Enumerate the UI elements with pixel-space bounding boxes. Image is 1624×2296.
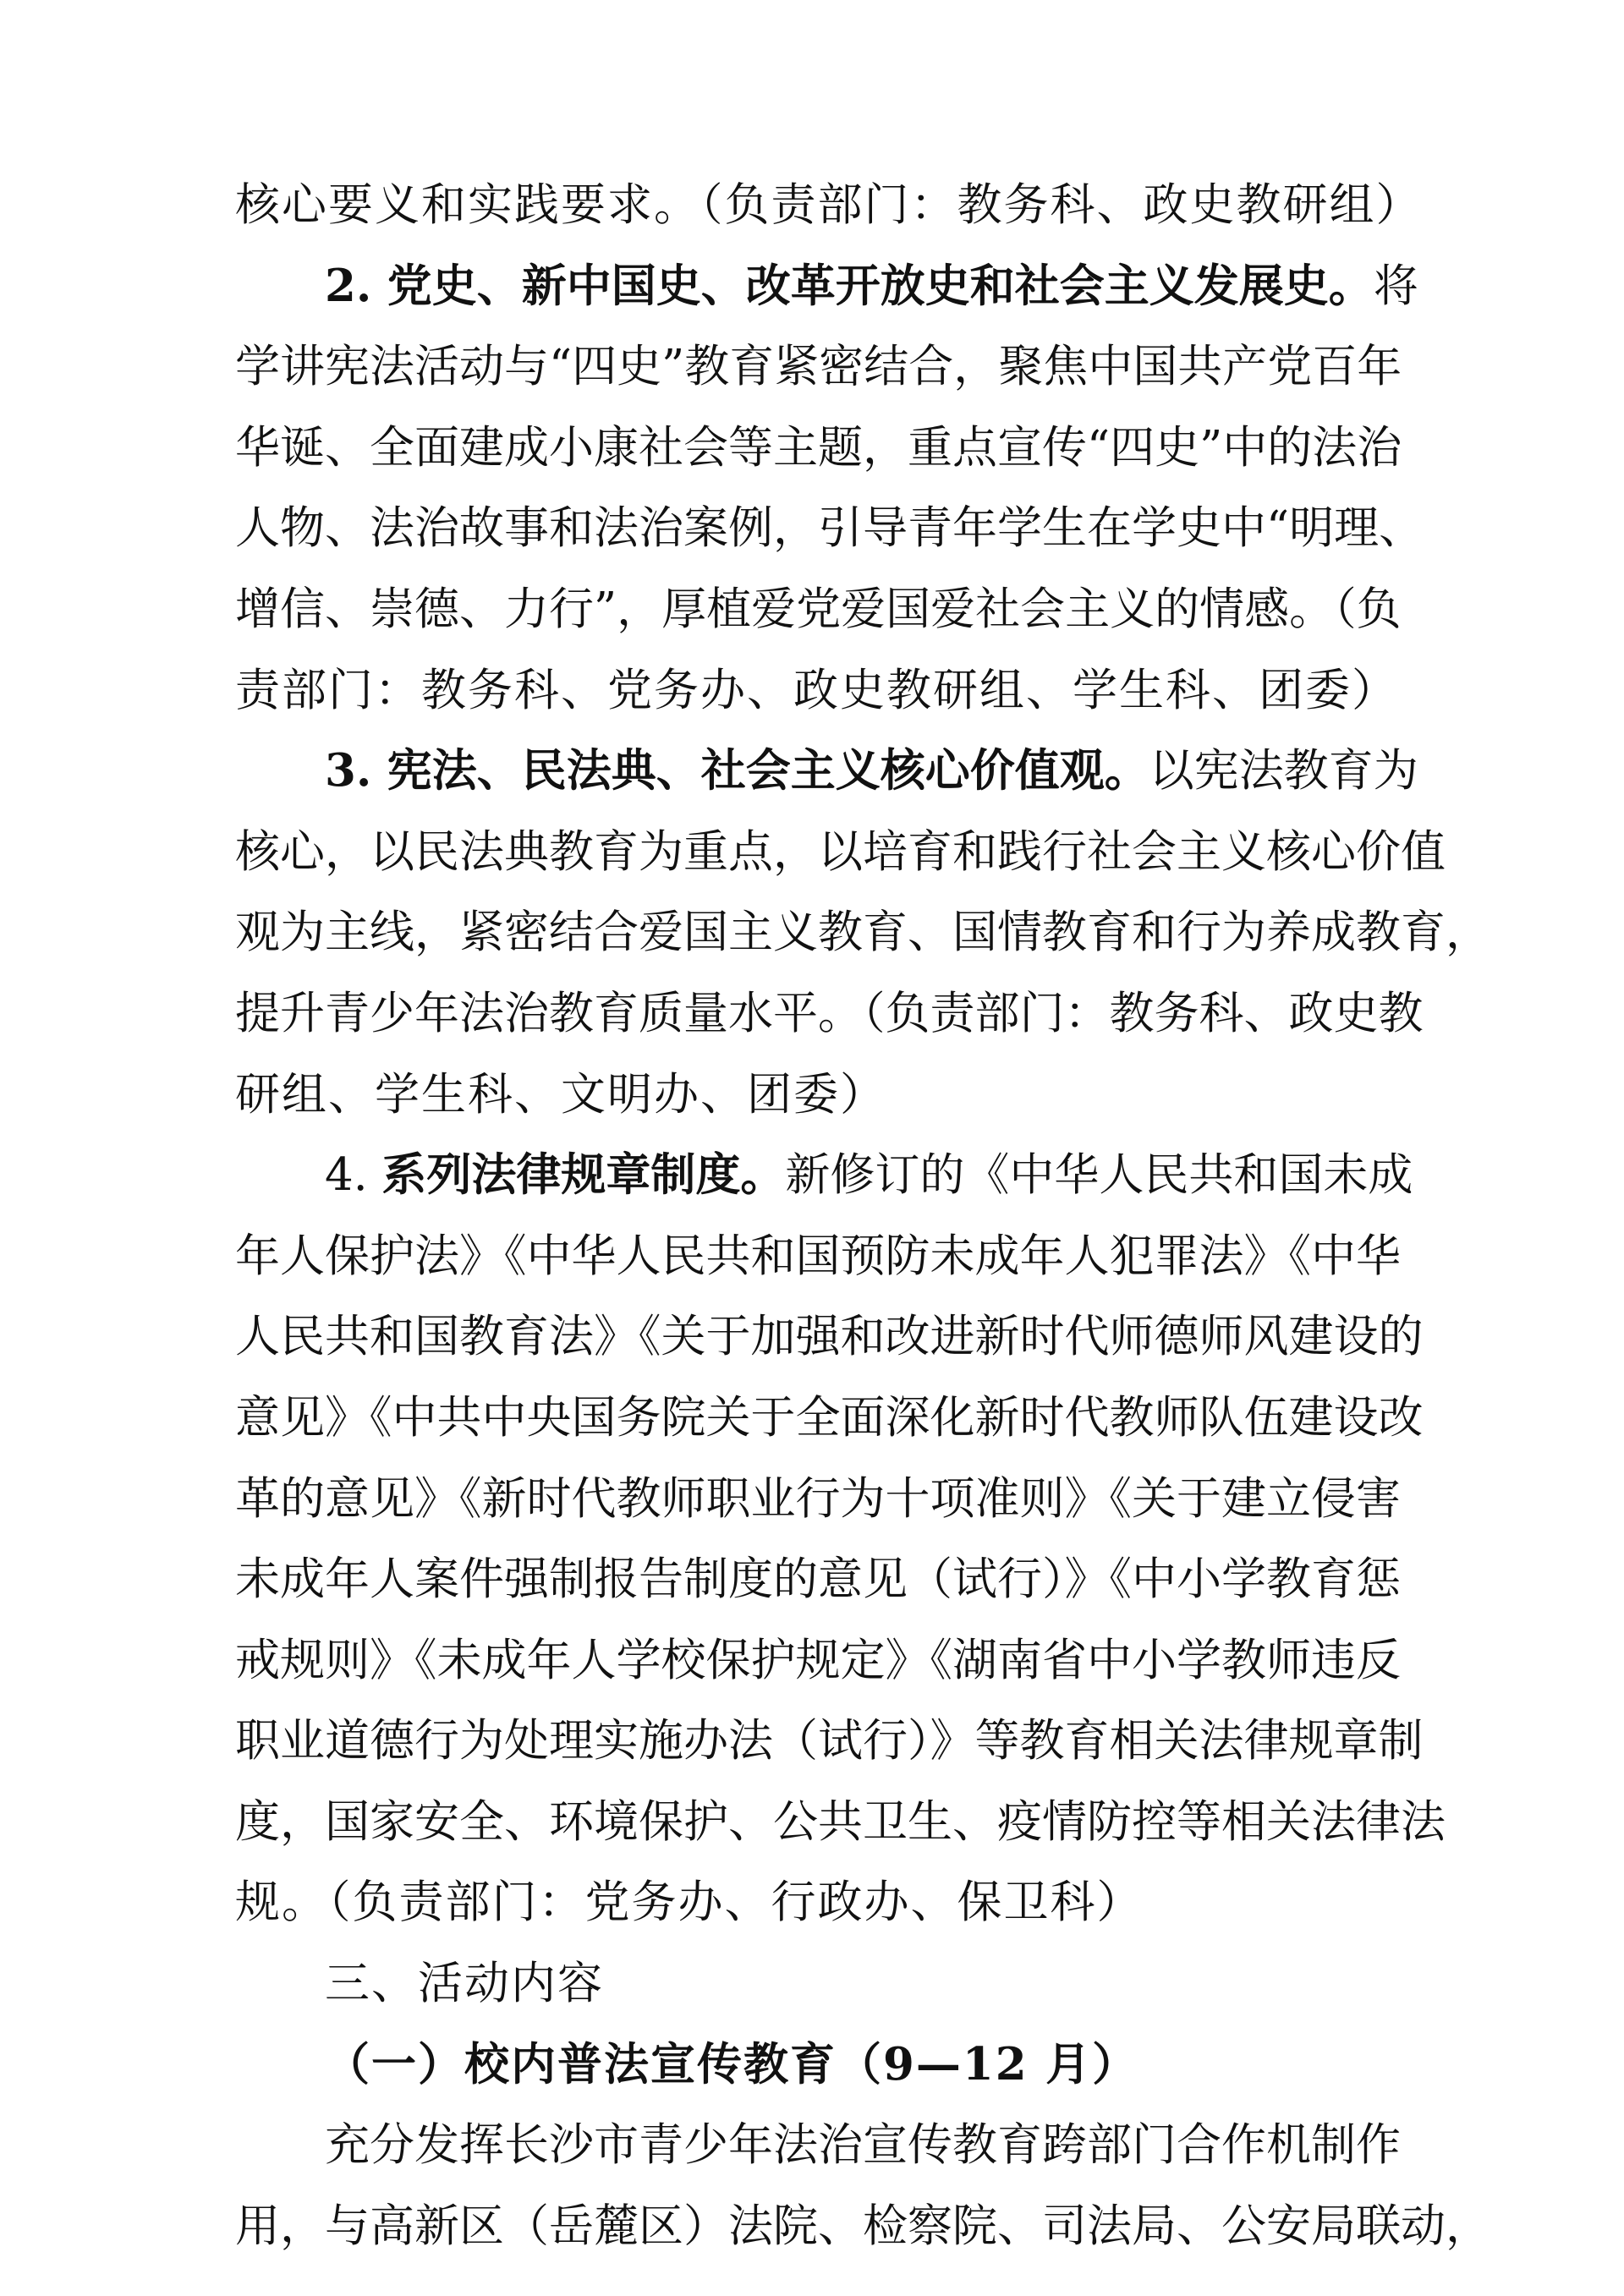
text-line [235,892,1490,973]
text-run: 核心，以民法典教育为重点，以培育和践行社会主义核心价值 [235,825,1446,878]
text-run: 4. [325,1149,382,1202]
text-line [235,569,1402,650]
text-run: 人物、法治故事和法治案例，引导青年学生在学史中“明理、 [235,502,1424,555]
text-line [235,1055,1396,1136]
text-line [235,812,1446,893]
text-run: 新修订的《中华人民共和国未成 [785,1149,1413,1202]
text-line [235,1539,1401,1620]
text-line [235,2186,1490,2267]
text-run: 规。（负责部门：党务办、行政办、保卫科） [235,1877,1144,1929]
text-run: 提升青少年法治教育质量水平。（负责部门：教务科、政史教 [235,987,1424,1039]
text-run: 未成年人案件强制报告制度的意见（试行）》《中小学教育惩 [235,1553,1401,1606]
text-run: 充分发挥长沙市青少年法治宣传教育跨部门合作机制作 [325,2119,1401,2172]
text-run: 度，国家安全、环境保护、公共卫生、疫情防控等相关法律法 [235,1795,1446,1848]
text-line [235,488,1424,569]
text-line [235,1782,1446,1863]
text-line [235,1943,1396,2025]
bold-text-run: 系列法律规章制度。 [381,1148,786,1202]
text-run: 核心要义和实践要求。（负责部门：教务科、政史教研组） [235,179,1423,231]
text-run: 意见》《中共中央国务院关于全面深化新时代教师队伍建设改 [235,1391,1424,1444]
text-line [235,2105,1401,2186]
text-line [235,731,1418,812]
text-run: 将 [1373,260,1418,312]
text-run: 戒规则》《未成年人学校保护规定》《湖南省中小学教师违反 [235,1634,1401,1686]
text-run: 华诞、全面建成小康社会等主题，重点宣传“四史”中的法治 [235,421,1402,474]
text-run: 人民共和国教育法》《关于加强和改进新时代师德师风建设的 [235,1311,1424,1363]
text-line [235,973,1424,1055]
text-run: 观为主线，紧密结合爱国主义教育、国情教育和行为养成教育， [235,907,1490,959]
text-line [235,1296,1424,1378]
bold-text-run: 2. 党史、新中国史、改革开放史和社会主义发展史。 [325,259,1374,312]
text-line [235,1378,1424,1459]
text-line [235,165,1423,246]
text-run: 研组、学生科、文明办、团委） [235,1068,886,1121]
bold-text-run: 3. 宪法、民法典、社会主义核心价值观。 [325,744,1149,797]
text-line [235,1459,1401,1540]
text-run: 责部门：教务科、党务办、政史教研组、学生科、团委） [235,664,1398,716]
text-line [235,246,1418,327]
text-run: 以宪法教育为 [1149,745,1418,797]
text-line [235,2025,1396,2106]
text-line [235,408,1402,489]
text-line [235,1135,1413,1216]
bold-text-run: （一）校内普法宣传教育（9—12 月） [325,2037,1139,2091]
text-run: 职业道德行为处理实施办法（试行）》等教育相关法律规章制 [235,1715,1424,1767]
text-line [235,326,1402,408]
document-body [235,165,1490,2266]
text-run: 用，与高新区（岳麓区）法院、检察院、司法局、公安局联动， [235,2200,1490,2252]
text-line [235,650,1396,732]
text-run: 学讲宪法活动与“四史”教育紧密结合，聚焦中国共产党百年 [235,341,1402,393]
text-run: 三、活动内容 [325,1958,604,2010]
text-line [235,1620,1401,1701]
text-line [235,1216,1401,1297]
text-line [235,1862,1396,1943]
text-run: 革的意见》《新时代教师职业行为十项准则》《关于建立侵害 [235,1472,1401,1525]
text-run: 年人保护法》《中华人民共和国预防未成年人犯罪法》《中华 [235,1230,1401,1282]
text-line [235,1701,1424,1782]
text-run: 增信、崇德、力行”，厚植爱党爱国爱社会主义的情感。（负 [235,583,1402,635]
